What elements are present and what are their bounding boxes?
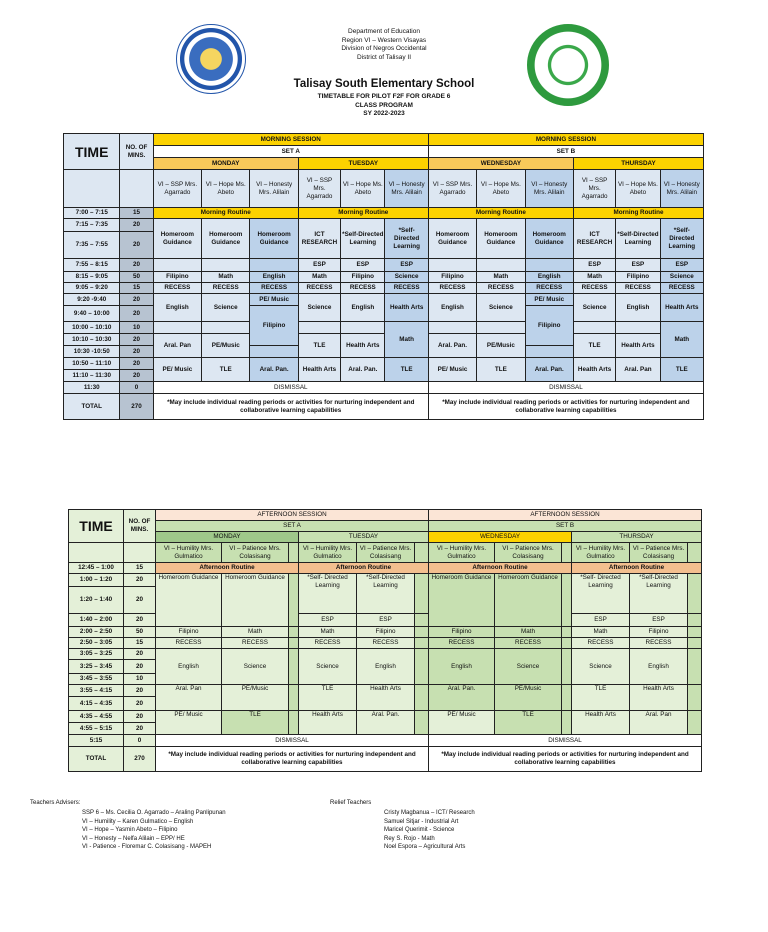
recess-cell: RECESS	[299, 638, 357, 649]
day-header: TUESDAY	[299, 532, 429, 543]
section-header: VI – Humility Mrs. Gulmatico	[299, 543, 357, 563]
mins-cell: 20	[120, 219, 153, 232]
subject-cell: Aral. Pan	[616, 358, 660, 382]
mins-cell: 0	[124, 735, 156, 747]
subject-cell: Science	[299, 649, 357, 685]
recess-cell: RECESS	[385, 283, 428, 294]
time-cell: 3:55 – 4:15	[69, 685, 124, 697]
set-a-label: SET A	[153, 146, 428, 158]
subject-cell: TLE	[222, 711, 289, 735]
subject-cell: ESP	[660, 259, 703, 272]
section-header: VI – Patience Mrs. Colasisang	[357, 543, 415, 563]
recess-cell: RECESS	[572, 638, 630, 649]
subject-cell: Science	[572, 649, 630, 685]
subject-cell: Health Arts	[616, 334, 660, 358]
afternoon-timetable	[68, 509, 702, 772]
recess-cell: RECESS	[616, 283, 660, 294]
recess-cell: RECESS	[298, 283, 340, 294]
mins-cell: 20	[124, 685, 156, 697]
session-label: AFTERNOON SESSION	[429, 510, 702, 521]
time-cell: 10:00 – 10:10	[64, 322, 120, 334]
relief-item: Noel Espora – Agricultural Arts	[384, 844, 466, 850]
subject-cell: Health Arts	[572, 711, 630, 735]
total-label: TOTAL	[69, 747, 124, 772]
mins-cell: 20	[124, 587, 156, 614]
subject-cell: Aral. Pan.	[525, 358, 573, 382]
mins-cell: 20	[124, 614, 156, 627]
subject-cell: TLE	[660, 358, 703, 382]
recess-cell: RECESS	[156, 638, 222, 649]
subject-cell: Math	[222, 627, 289, 638]
mins-cell: 20	[124, 660, 156, 674]
subject-cell: English	[341, 294, 385, 322]
routine-cell: Afternoon Routine	[156, 563, 299, 574]
subject-cell: Math	[660, 322, 703, 358]
subject-cell: Filipino	[156, 627, 222, 638]
subject-cell: Math	[477, 272, 525, 283]
time-header: TIME	[69, 510, 124, 543]
subject-cell: Aral. Pan	[156, 685, 222, 711]
subject-cell: PE/ Music	[156, 711, 222, 735]
subject-cell: PE/ Music	[250, 294, 298, 306]
subject-cell: Math	[495, 627, 562, 638]
subject-cell: English	[616, 294, 660, 322]
subject-cell: *Self-Directed Learning	[616, 219, 660, 259]
set-b-label: SET B	[429, 521, 702, 532]
adviser-item: VI – Humility – Karen Gulmatico – English	[82, 818, 194, 825]
subject-cell: *Self-Directed Learning	[630, 574, 688, 614]
mins-header: NO. OF MINS.	[124, 510, 156, 543]
subject-cell: English	[525, 272, 573, 283]
subject-cell: *Self-Directed Learning	[341, 219, 385, 259]
subject-cell: Math	[202, 272, 250, 283]
adviser-item: VI - Patience - Floremar C. Colasisang - MAPEH	[82, 844, 212, 850]
subject-cell: Homeroom Guidance	[153, 219, 201, 259]
adviser-item: VI – Honesty – Nelfa Alilain – EPP/ HE	[82, 835, 185, 842]
subject-cell: ICT RESEARCH	[298, 219, 340, 259]
time-cell: 4:55 – 5:15	[69, 723, 124, 735]
subject-cell: ESP	[385, 259, 428, 272]
header-line: Division of Negros Occidental	[341, 45, 427, 52]
subject-cell: English	[357, 649, 415, 685]
subject-cell: TLE	[298, 334, 340, 358]
time-header: TIME	[64, 134, 120, 170]
subtitle-line: SY 2022-2023	[363, 110, 405, 117]
advisers-title: Teachers Advisers:	[30, 800, 81, 806]
subject-cell: Filipino	[341, 272, 385, 283]
section-header: VI – SSP Mrs. Agarrado	[153, 170, 201, 208]
relief-item: Samuel Sitjar - Industrial Art	[384, 818, 459, 825]
mins-cell: 10	[120, 322, 153, 334]
day-header: TUESDAY	[298, 158, 428, 170]
mins-cell: 15	[120, 208, 153, 219]
note-cell: *May include individual reading periods or activities for nurturing independent and collaborative learning capabilities	[153, 394, 428, 420]
mins-cell: 20	[124, 574, 156, 587]
header-line: Region VI – Western Visayas	[341, 36, 427, 44]
subject-cell: PE/ Music	[153, 358, 201, 382]
subject-cell: ICT RESEARCH	[573, 219, 615, 259]
dismissal-cell: DISMISSAL	[429, 735, 702, 747]
set-a-label: SET A	[156, 521, 429, 532]
subject-cell: Health Arts	[385, 294, 428, 322]
subject-cell: English	[156, 649, 222, 685]
section-header: VI – Humility Mrs. Gulmatico	[156, 543, 222, 563]
time-cell: 3:05 – 3:25	[69, 649, 124, 660]
section-header: VI – Hope Ms. Abeto	[477, 170, 525, 208]
section-header: VI – Hope Ms. Abeto	[616, 170, 660, 208]
subject-cell: Homeroom Guidance	[156, 574, 222, 627]
subject-cell: *Self-Directed Learning	[357, 574, 415, 614]
mins-cell: 20	[120, 306, 153, 322]
mins-header: NO. OF MINS.	[120, 134, 153, 170]
header-line: Department of Education	[348, 28, 420, 35]
relief-list	[384, 809, 475, 852]
time-cell: 4:35 – 4:55	[69, 711, 124, 723]
section-header: VI – Honesty Mrs. Alilain	[525, 170, 573, 208]
subject-cell: Filipino	[153, 272, 201, 283]
routine-cell: Morning Routine	[573, 208, 703, 219]
adviser-item: SSP 6 – Ms. Cecilia O. Agarrado – Araling Panlipunan	[82, 810, 226, 816]
time-cell: 5:15	[69, 735, 124, 747]
subject-cell: Homeroom Guidance	[495, 574, 562, 627]
note-cell: *May include individual reading periods or activities for nurturing independent and collaborative learning capabilities	[156, 747, 429, 772]
mins-cell: 20	[120, 334, 153, 346]
mins-cell: 20	[124, 649, 156, 660]
recess-cell: RECESS	[573, 283, 615, 294]
mins-cell: 15	[124, 638, 156, 649]
subject-cell: Health Arts	[573, 358, 615, 382]
subject-cell: English	[428, 294, 476, 322]
relief-item: Rey S. Rojo - Math	[384, 835, 435, 842]
recess-cell: RECESS	[495, 638, 562, 649]
mins-cell: 20	[120, 232, 153, 259]
recess-cell: RECESS	[630, 638, 688, 649]
adviser-item: VI – Hope – Yasmin Abeto – Filipino	[82, 827, 178, 833]
subject-cell: Science	[202, 294, 250, 322]
recess-cell: RECESS	[357, 638, 415, 649]
time-cell: 1:20 – 1:40	[69, 587, 124, 614]
subject-cell: Filipino	[429, 627, 495, 638]
mins-cell: 50	[124, 627, 156, 638]
routine-cell: Afternoon Routine	[572, 563, 702, 574]
relief-item: Maricel Querimit - Science	[384, 827, 455, 833]
subject-cell: Math	[572, 627, 630, 638]
mins-cell: 20	[120, 346, 153, 358]
note-cell: *May include individual reading periods or activities for nurturing independent and collaborative learning capabilities	[428, 394, 703, 420]
subject-cell: Homeroom Guidance	[250, 219, 298, 259]
recess-cell: RECESS	[477, 283, 525, 294]
time-cell: 10:10 – 10:30	[64, 334, 120, 346]
subject-cell: *Self- Directed Learning	[572, 574, 630, 614]
time-cell: 2:50 – 3:05	[69, 638, 124, 649]
mins-cell: 0	[120, 382, 153, 394]
recess-cell: RECESS	[153, 283, 201, 294]
dismissal-cell: DISMISSAL	[156, 735, 429, 747]
time-cell: 12:45 – 1:00	[69, 563, 124, 574]
subject-cell: Aral. Pan	[153, 334, 201, 358]
subject-cell: Homeroom Guidance	[428, 219, 476, 259]
subject-cell: ESP	[298, 259, 340, 272]
section-header: VI – SSP Mrs. Agarrado	[573, 170, 615, 208]
subtitle-line: TIMETABLE FOR PILOT F2F FOR GRADE 6	[317, 93, 451, 100]
dismissal-cell: DISMISSAL	[153, 382, 428, 394]
subject-cell: English	[630, 649, 688, 685]
mins-cell: 15	[124, 563, 156, 574]
subject-cell: Aral. Pan.	[250, 358, 298, 382]
routine-cell: Morning Routine	[428, 208, 573, 219]
time-cell: 9:20 -9:40	[64, 294, 120, 306]
section-header: VI – SSP Mrs. Agarrado	[428, 170, 476, 208]
subject-cell: ESP	[572, 614, 630, 627]
subject-cell: ESP	[616, 259, 660, 272]
time-cell: 7:35 – 7:55	[64, 232, 120, 259]
subject-cell: Aral. Pan.	[341, 358, 385, 382]
subject-cell: Health Arts	[341, 334, 385, 358]
subject-cell: Filipino	[630, 627, 688, 638]
subject-cell: Filipino	[616, 272, 660, 283]
subject-cell: Health Arts	[630, 685, 688, 711]
subject-cell: ESP	[573, 259, 615, 272]
time-cell: 7:55 – 8:15	[64, 259, 120, 272]
time-cell: 3:45 – 3:55	[69, 674, 124, 685]
subject-cell: Health Arts	[299, 711, 357, 735]
subject-cell: Homeroom Guidance	[477, 219, 525, 259]
subject-cell: Homeroom Guidance	[222, 574, 289, 627]
subject-cell: PE/ Music	[429, 711, 495, 735]
session-label: MORNING SESSION	[153, 134, 428, 146]
advisers-list	[82, 809, 226, 852]
session-label: MORNING SESSION	[428, 134, 703, 146]
routine-cell: Morning Routine	[153, 208, 298, 219]
subject-cell: *Self- Directed Learning	[299, 574, 357, 614]
section-header: VI – SSP Mrs. Agarrado	[298, 170, 340, 208]
routine-cell: Morning Routine	[298, 208, 428, 219]
subject-cell: Science	[660, 272, 703, 283]
session-label: AFTERNOON SESSION	[156, 510, 429, 521]
subject-cell: ESP	[341, 259, 385, 272]
relief-title: Relief Teachers	[330, 800, 372, 806]
subject-cell: TLE	[202, 358, 250, 382]
subject-cell: Science	[573, 294, 615, 322]
subject-cell: Aral. Pan.	[428, 334, 476, 358]
recess-cell: RECESS	[525, 283, 573, 294]
subject-cell: TLE	[572, 685, 630, 711]
subject-cell: Science	[495, 649, 562, 685]
subject-cell: Math	[385, 322, 428, 358]
subject-cell: *Self-Directed Learning	[385, 219, 428, 259]
recess-cell: RECESS	[341, 283, 385, 294]
subject-cell: Math	[298, 272, 340, 283]
time-cell: 9:05 – 9:20	[64, 283, 120, 294]
recess-cell: RECESS	[202, 283, 250, 294]
subject-cell: Aral. Pan	[630, 711, 688, 735]
time-cell: 3:25 – 3:45	[69, 660, 124, 674]
time-cell: 11:10 – 11:30	[64, 370, 120, 382]
routine-cell: Afternoon Routine	[429, 563, 572, 574]
day-header: WEDNESDAY	[428, 158, 573, 170]
subject-cell: Aral. Pan.	[357, 711, 415, 735]
subject-cell: Health Arts	[357, 685, 415, 711]
recess-cell: RECESS	[428, 283, 476, 294]
recess-cell: RECESS	[250, 283, 298, 294]
subject-cell: Filipino	[357, 627, 415, 638]
day-header: THURSDAY	[573, 158, 703, 170]
day-header: THURSDAY	[572, 532, 702, 543]
subject-cell: Filipino	[250, 306, 298, 346]
section-header: VI – Patience Mrs. Colasisang	[630, 543, 688, 563]
subject-cell: English	[250, 272, 298, 283]
total-label: TOTAL	[64, 394, 120, 420]
subject-cell: Science	[477, 294, 525, 322]
recess-cell: RECESS	[660, 283, 703, 294]
time-cell: 1:00 – 1:20	[69, 574, 124, 587]
set-b-label: SET B	[428, 146, 703, 158]
header-line: District of Talisay II	[356, 53, 412, 61]
day-header: MONDAY	[153, 158, 298, 170]
section-header: VI – Humility Mrs. Gulmatico	[572, 543, 630, 563]
subject-cell: PE/ Music	[428, 358, 476, 382]
subject-cell: TLE	[385, 358, 428, 382]
morning-timetable	[63, 133, 704, 420]
time-cell: 9:40 – 10:00	[64, 306, 120, 322]
day-header: WEDNESDAY	[429, 532, 572, 543]
subject-cell: Homeroom Guidance	[202, 219, 250, 259]
subject-cell: TLE	[477, 358, 525, 382]
subject-cell: TLE	[495, 711, 562, 735]
subject-cell: Filipino	[525, 306, 573, 346]
mins-cell: 10	[124, 674, 156, 685]
subtitle-line: CLASS PROGRAM	[355, 101, 413, 109]
total-mins: 270	[120, 394, 153, 420]
document-subtitle	[0, 93, 768, 119]
subject-cell: ESP	[357, 614, 415, 627]
mins-cell: 20	[124, 723, 156, 735]
section-header: VI – Honesty Mrs. Alilain	[250, 170, 298, 208]
mins-cell: 20	[120, 370, 153, 382]
subject-cell: TLE	[299, 685, 357, 711]
time-cell: 2:00 – 2:50	[69, 627, 124, 638]
subject-cell: Filipino	[428, 272, 476, 283]
time-cell: 7:00 – 7:15	[64, 208, 120, 219]
subject-cell: Math	[573, 272, 615, 283]
subject-cell: Homeroom Guidance	[429, 574, 495, 627]
mins-cell: 20	[120, 358, 153, 370]
agency-header	[0, 28, 768, 62]
relief-item: Cristy Magbanua – ICT/ Research	[384, 810, 475, 816]
subject-cell: PE/Music	[495, 685, 562, 711]
subject-cell: Health Arts	[660, 294, 703, 322]
mins-cell: 15	[120, 283, 153, 294]
subject-cell: PE/Music	[222, 685, 289, 711]
total-mins: 270	[124, 747, 156, 772]
section-header: VI – Honesty Mrs. Alilain	[660, 170, 703, 208]
mins-cell: 20	[124, 711, 156, 723]
note-cell: *May include individual reading periods or activities for nurturing independent and collaborative learning capabilities	[429, 747, 702, 772]
subject-cell: Science	[298, 294, 340, 322]
section-header: VI – Patience Mrs. Colasisang	[495, 543, 562, 563]
section-header: VI – Hope Ms. Abeto	[202, 170, 250, 208]
subject-cell: Aral. Pan.	[429, 685, 495, 711]
section-header: VI – Hope Ms. Abeto	[341, 170, 385, 208]
time-cell: 8:15 – 9:05	[64, 272, 120, 283]
subject-cell: *Self-Directed Learning	[660, 219, 703, 259]
recess-cell: RECESS	[222, 638, 289, 649]
subject-cell: Homeroom Guidance	[525, 219, 573, 259]
recess-cell: RECESS	[429, 638, 495, 649]
subject-cell: Science	[385, 272, 428, 283]
routine-cell: Afternoon Routine	[299, 563, 429, 574]
subject-cell: Math	[299, 627, 357, 638]
subject-cell: English	[153, 294, 201, 322]
subject-cell: PE/Music	[202, 334, 250, 358]
subject-cell: ESP	[630, 614, 688, 627]
section-header: VI – Honesty Mrs. Alilain	[385, 170, 428, 208]
mins-cell: 20	[124, 697, 156, 711]
subject-cell: TLE	[573, 334, 615, 358]
time-cell: 1:40 – 2:00	[69, 614, 124, 627]
mins-cell: 20	[120, 294, 153, 306]
school-name: Talisay South Elementary School	[293, 78, 475, 90]
mins-cell: 50	[120, 272, 153, 283]
subject-cell: Science	[222, 649, 289, 685]
subject-cell: Health Arts	[298, 358, 340, 382]
time-cell: 7:15 – 7:35	[64, 219, 120, 232]
subject-cell: PE/Music	[477, 334, 525, 358]
subject-cell: ESP	[299, 614, 357, 627]
dismissal-cell: DISMISSAL	[428, 382, 703, 394]
time-cell: 10:30 -10:50	[64, 346, 120, 358]
time-cell: 4:15 – 4:35	[69, 697, 124, 711]
day-header: MONDAY	[156, 532, 299, 543]
section-header: VI – Humility Mrs. Gulmatico	[429, 543, 495, 563]
subject-cell: PE/ Music	[525, 294, 573, 306]
subject-cell: English	[429, 649, 495, 685]
time-cell: 10:50 – 11:10	[64, 358, 120, 370]
mins-cell: 20	[120, 259, 153, 272]
section-header: VI – Patience Mrs. Colasisang	[222, 543, 289, 563]
time-cell: 11:30	[64, 382, 120, 394]
